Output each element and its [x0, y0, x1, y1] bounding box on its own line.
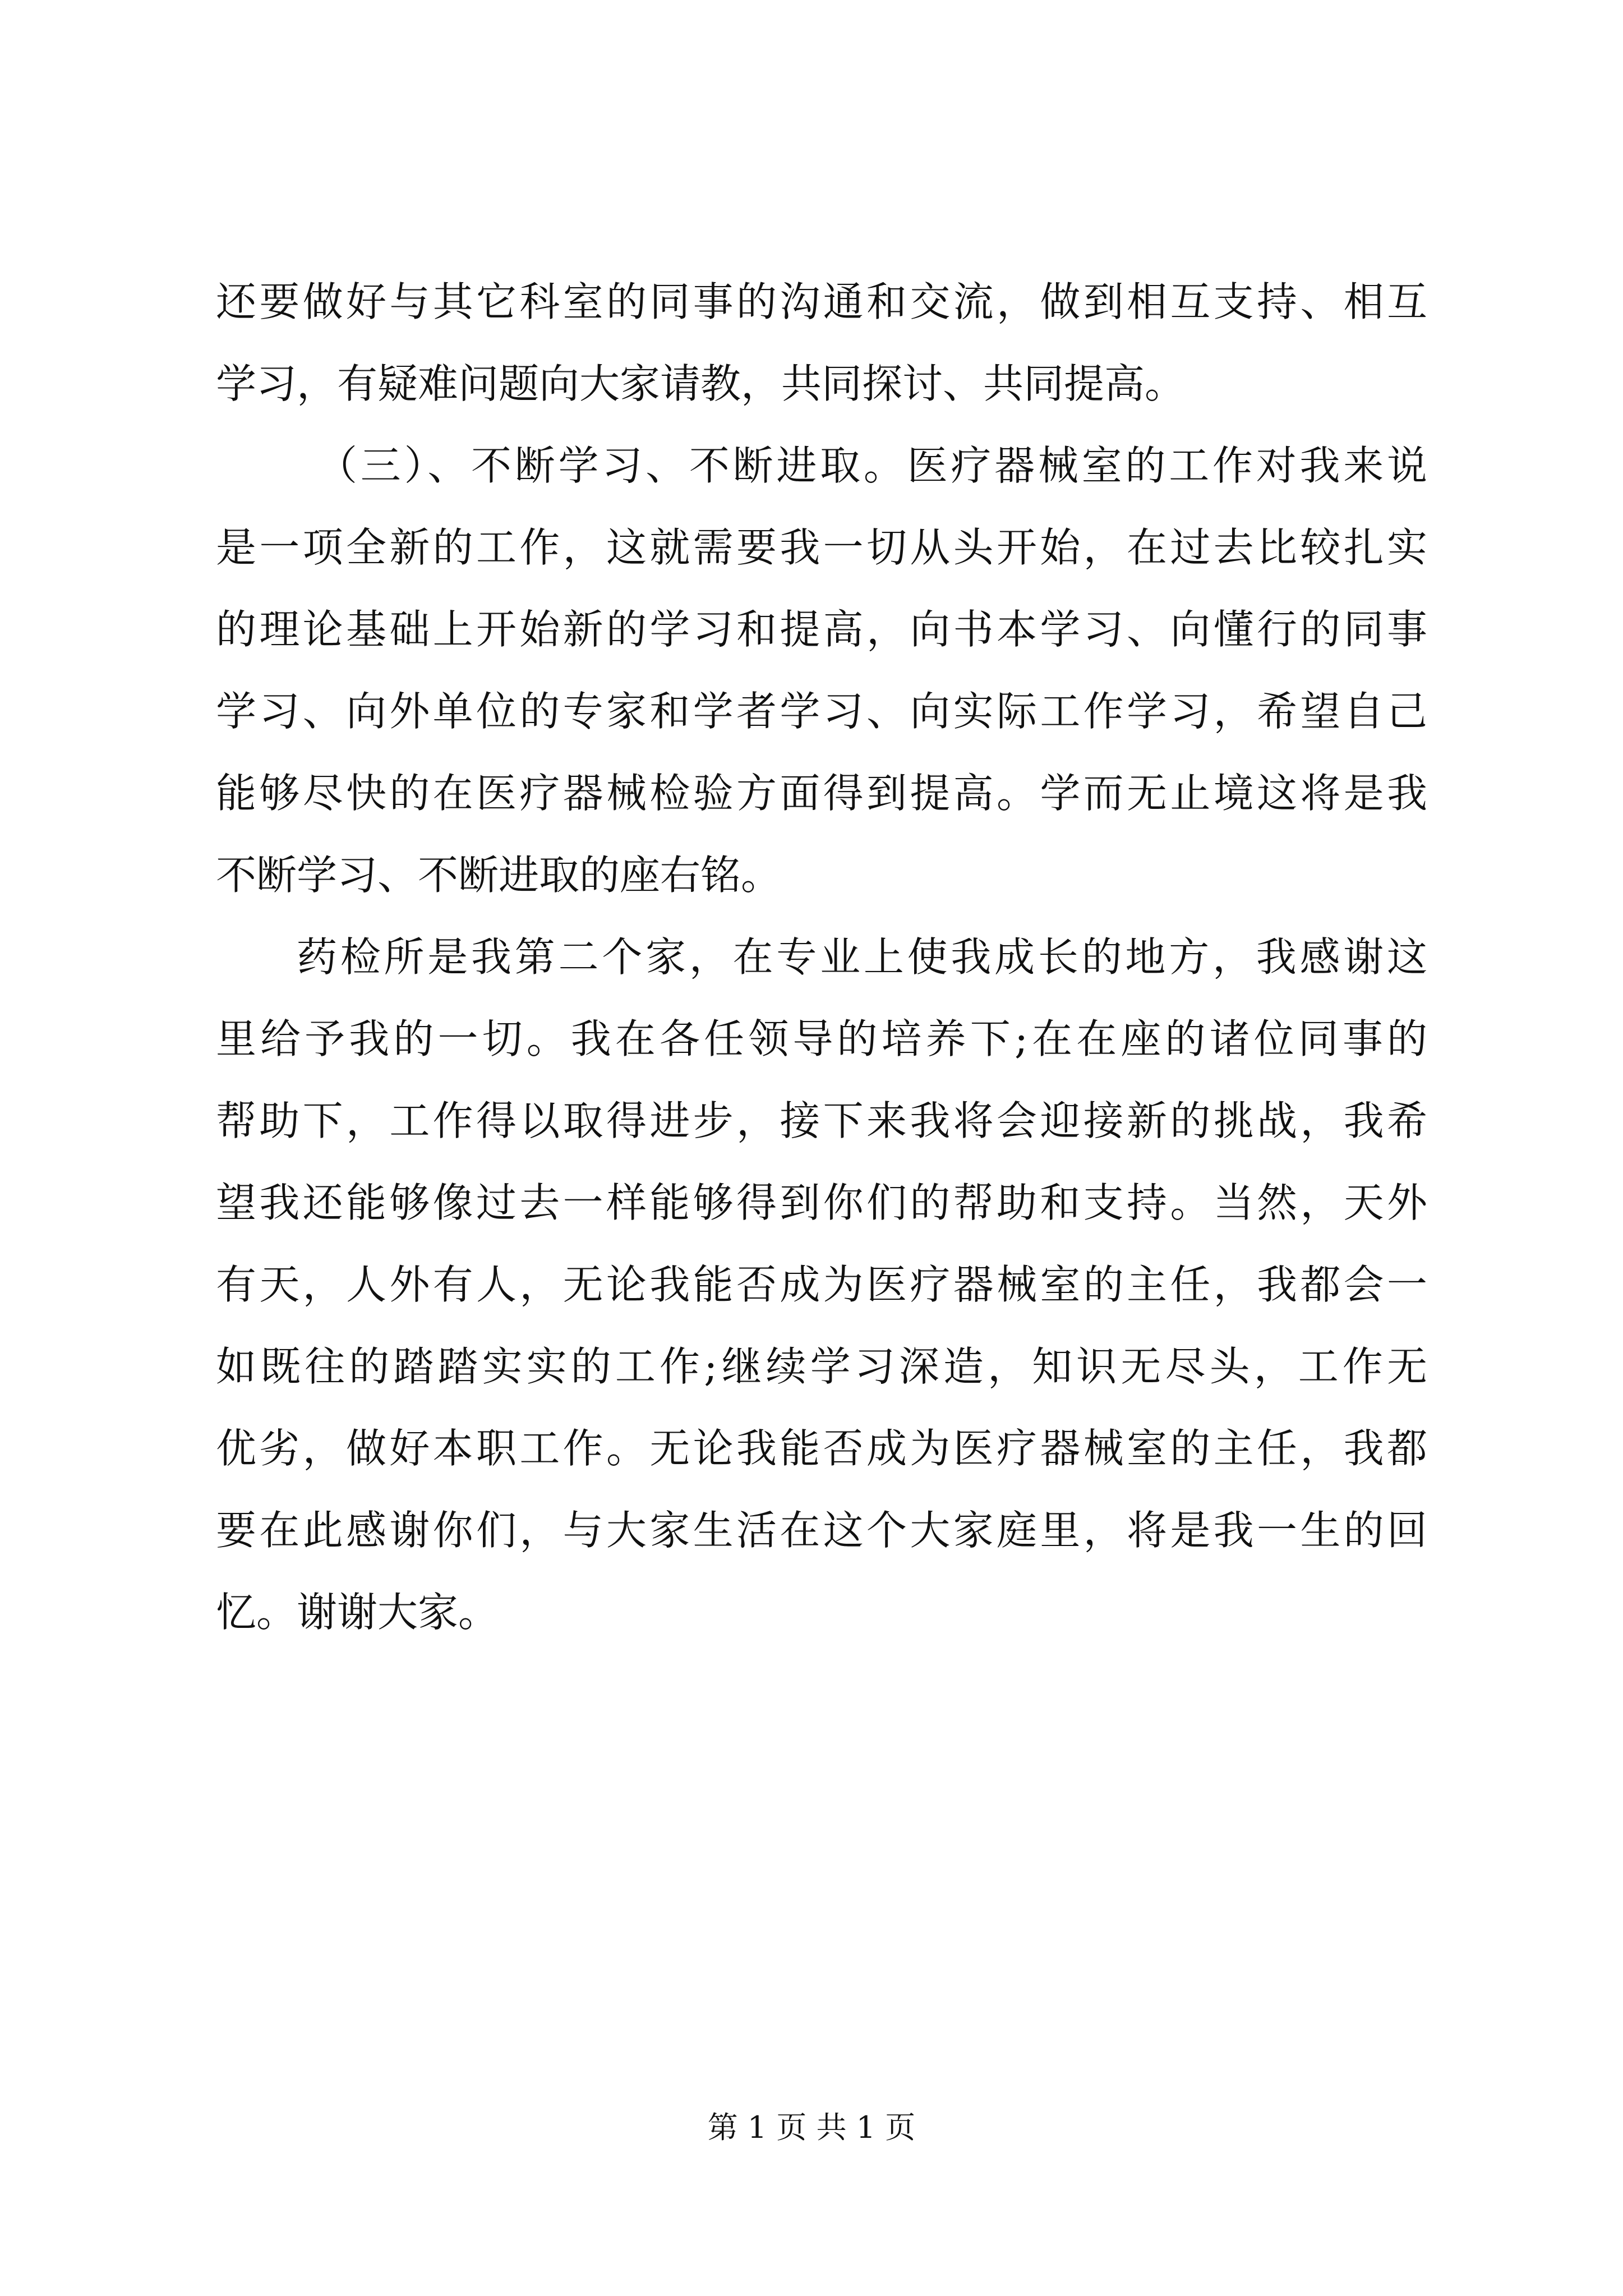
paragraph-line: 望我还能够像过去一样能够得到你们的帮助和支持。当然，天外 — [216, 1179, 1427, 1226]
paragraph-line: 是一项全新的工作，这就需要我一切从头开始，在过去比较扎实 — [216, 524, 1427, 571]
paragraph-1 — [216, 261, 1427, 425]
paragraph-line: 学习、向外单位的专家和学者学习、向实际工作学习，希望自己 — [216, 688, 1427, 735]
paragraph-line: 如既往的踏踏实实的工作;继续学习深造，知识无尽头，工作无 — [216, 1343, 1427, 1390]
paragraph-line: 不断学习、不断进取的座右铭。 — [216, 852, 782, 899]
paragraph-line: 能够尽快的在医疗器械检验方面得到提高。学而无止境这将是我 — [216, 770, 1427, 817]
page-number-footer: 第 1 页 共 1 页 — [707, 2110, 916, 2145]
paragraph-line: 的理论基础上开始新的学习和提高，向书本学习、向懂行的同事 — [216, 606, 1427, 653]
paragraph-line: （三）、不断学习、不断进取。医疗器械室的工作对我来说 — [317, 442, 1427, 489]
paragraph-line: 学习，有疑难问题向大家请教，共同探讨、共同提高。 — [216, 360, 1186, 407]
paragraph-line: 忆。谢谢大家。 — [216, 1589, 499, 1636]
paragraph-3 — [216, 916, 1427, 1653]
body-text — [216, 261, 1427, 1653]
paragraph-line: 有天，人外有人，无论我能否成为医疗器械室的主任，我都会一 — [216, 1261, 1427, 1308]
paragraph-line: 药检所是我第二个家，在专业上使我成长的地方，我感谢这 — [297, 933, 1427, 981]
paragraph-2 — [216, 425, 1427, 916]
paragraph-line: 还要做好与其它科室的同事的沟通和交流，做到相互支持、相互 — [216, 278, 1427, 325]
paragraph-line: 里给予我的一切。我在各任领导的培养下;在在座的诸位同事的 — [216, 1015, 1427, 1062]
paragraph-line: 优劣，做好本职工作。无论我能否成为医疗器械室的主任，我都 — [216, 1425, 1427, 1472]
paragraph-line: 帮助下，工作得以取得进步，接下来我将会迎接新的挑战，我希 — [216, 1097, 1427, 1144]
paragraph-line: 要在此感谢你们，与大家生活在这个大家庭里，将是我一生的回 — [216, 1507, 1427, 1554]
